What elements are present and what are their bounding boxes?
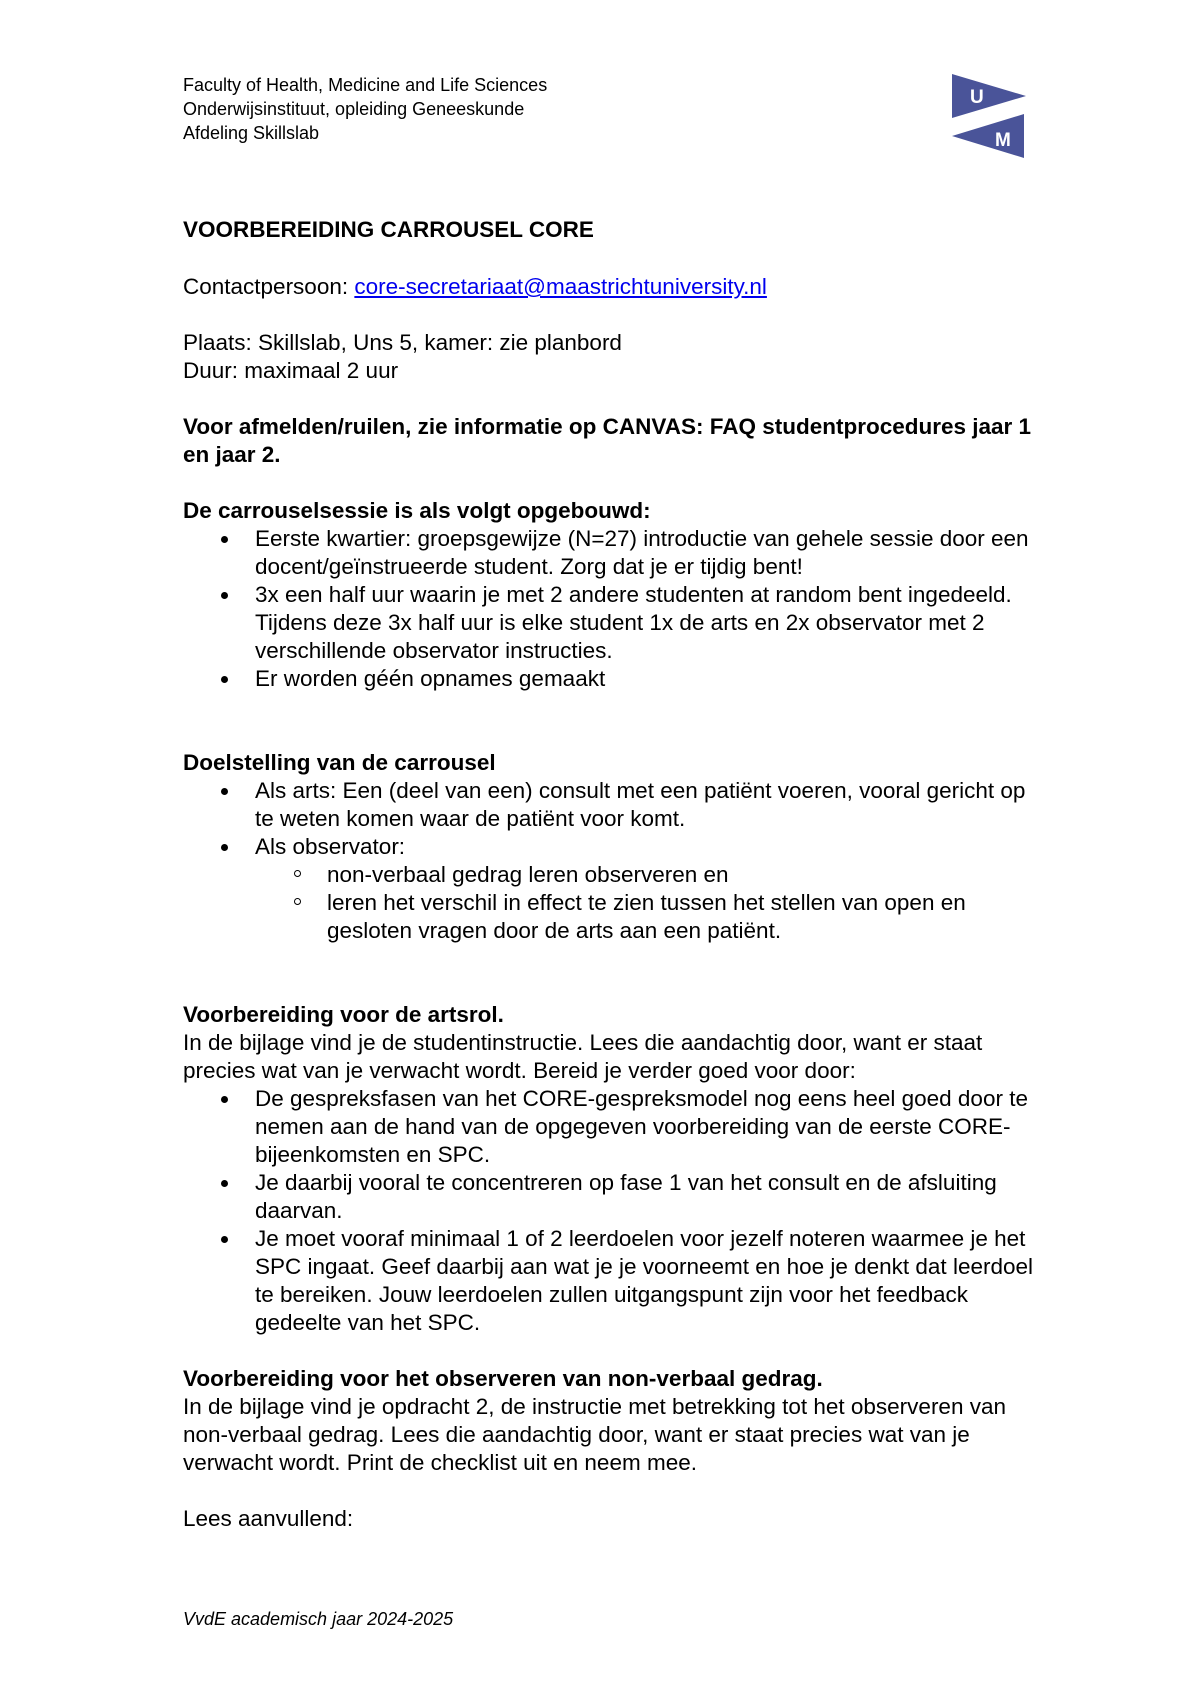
session-list — [183, 525, 1043, 693]
list-item: Je moet vooraf minimaal 1 of 2 leerdoelen voor jezelf noteren waarmee je het SPC ingaat. Geef daarbij aan wat je je voorneemt en hoe je denkt dat leerdoel te bereiken. Jouw leerdoelen zullen uitgangspunt zijn voor het feedback gedeelte van het SPC. — [255, 1225, 1043, 1337]
contact-line — [183, 273, 1043, 301]
goal-list — [183, 777, 1043, 945]
doctor-prep-intro: In de bijlage vind je de studentinstructie. Lees die aandachtig door, want er staat precies wat van je verwacht wordt. Bereid je verder goed voor door: — [183, 1030, 983, 1083]
list-item: De gespreksfasen van het CORE-gespreksmodel nog eens heel goed door te nemen aan de hand van de opgegeven voorbereiding van de eerste CORE-bijeenkomsten en SPC. — [255, 1085, 1043, 1169]
duration-line: Duur: maximaal 2 uur — [183, 358, 399, 383]
session-heading: De carrouselsessie is als volgt opgebouwd: — [183, 498, 651, 523]
list-item: Er worden géén opnames gemaakt — [255, 665, 1043, 693]
um-logo-mark — [952, 74, 1026, 158]
sub-list-item: leren het verschil in effect te zien tussen het stellen van open en gesloten vragen door de arts aan een patiënt. — [327, 889, 1043, 945]
doctor-prep-list — [183, 1085, 1043, 1337]
list-item — [255, 833, 1043, 945]
logo-letter-u: U — [970, 87, 984, 108]
extra-reading-line: Lees aanvullend: — [183, 1506, 354, 1531]
cancel-notice: Voor afmelden/ruilen, zie informatie op CANVAS: FAQ studentprocedures jaar 1 en jaar 2. — [183, 414, 1032, 467]
document-header — [183, 73, 547, 145]
doctor-prep-heading: Voorbereiding voor de artsrol. — [183, 1002, 504, 1027]
page-footer: VvdE academisch jaar 2024-2025 — [183, 1609, 454, 1629]
observe-prep-text: In de bijlage vind je opdracht 2, de instructie met betrekking tot het observeren van non-verbaal gedrag. Lees die aandachtig door, want er staat precies wat van je verwacht wordt. Print de checklist uit en neem mee. — [183, 1394, 1006, 1475]
um-logo — [948, 70, 1028, 162]
sub-list-item: non-verbaal gedrag leren observeren en — [327, 861, 1043, 889]
faculty-line: Faculty of Health, Medicine and Life Sciences — [183, 75, 548, 95]
observer-label: Als observator: — [255, 834, 406, 859]
list-item: 3x een half uur waarin je met 2 andere studenten at random bent ingedeeld. Tijdens deze 3x half uur is elke student 1x de arts en 2x observator met 2 verschillende observator instructies. — [255, 581, 1043, 665]
institute-line: Onderwijsinstituut, opleiding Geneeskunde — [183, 99, 525, 119]
list-item: Je daarbij vooral te concentreren op fase 1 van het consult en de afsluiting daarvan. — [255, 1169, 1043, 1225]
goal-heading: Doelstelling van de carrousel — [183, 750, 496, 775]
contact-label: Contactpersoon: — [183, 274, 355, 299]
list-item: Eerste kwartier: groepsgewijze (N=27) introductie van gehele sessie door een docent/geïnstrueerde student. Zorg dat je er tijdig bent! — [255, 525, 1043, 581]
logo-letter-m: M — [995, 130, 1011, 151]
document-body — [183, 216, 1043, 1533]
observer-sublist — [255, 861, 1043, 945]
list-item: Als arts: Een (deel van een) consult met een patiënt voeren, vooral gericht op te weten komen waar de patiënt voor komt. — [255, 777, 1043, 833]
contact-email-link[interactable]: core-secretariaat@maastrichtuniversity.nl — [354, 274, 767, 299]
place-line: Plaats: Skillslab, Uns 5, kamer: zie planbord — [183, 330, 622, 355]
department-line: Afdeling Skillslab — [183, 123, 320, 143]
page-title: VOORBEREIDING CARROUSEL CORE — [183, 217, 594, 242]
observe-prep-heading: Voorbereiding voor het observeren van non-verbaal gedrag. — [183, 1366, 823, 1391]
